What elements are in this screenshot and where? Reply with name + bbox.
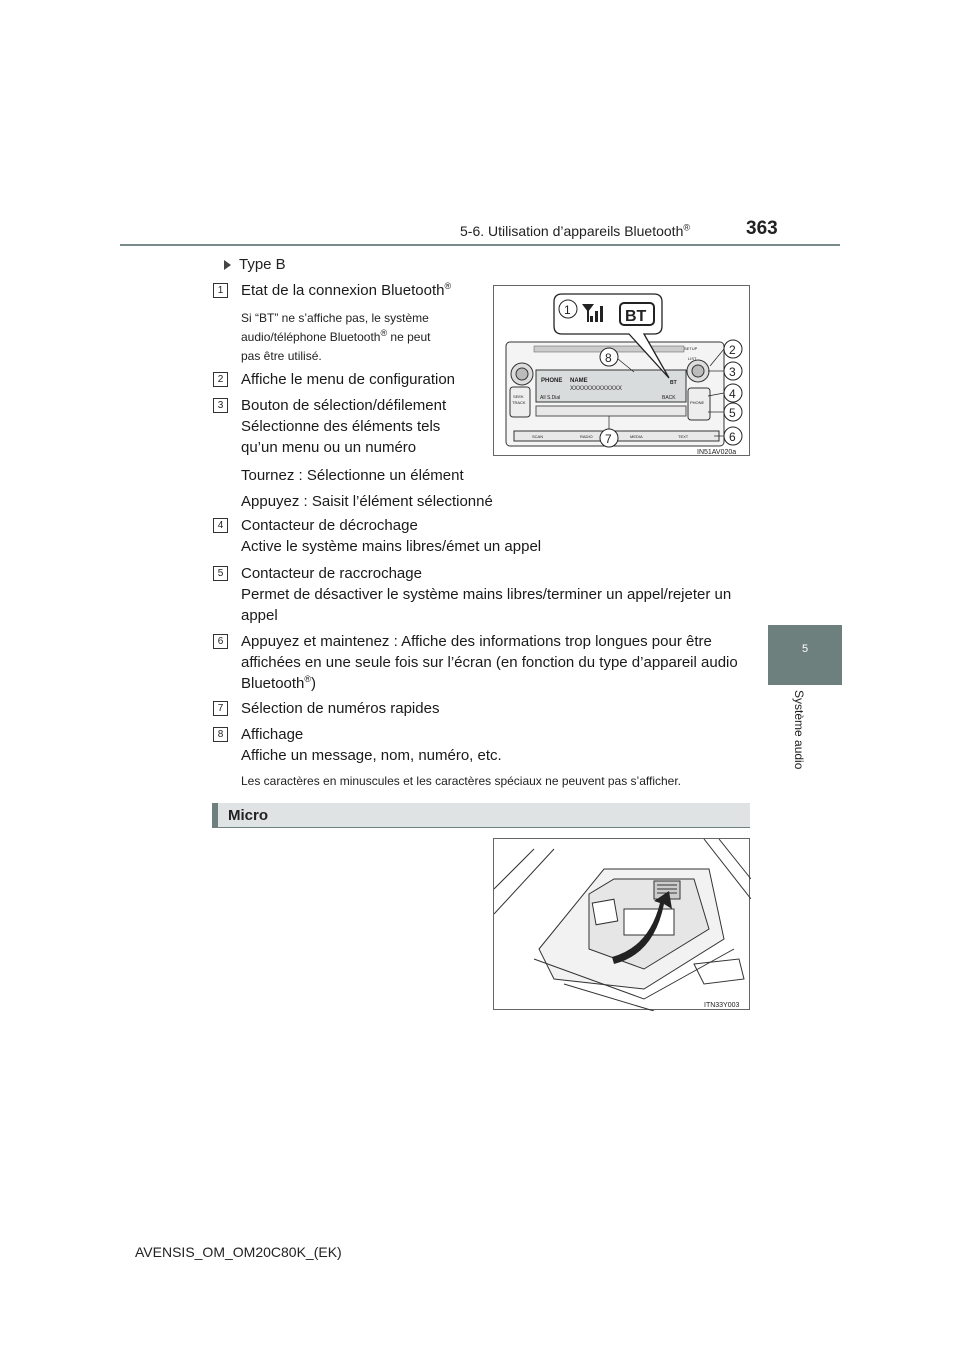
media-button-text: MEDIA xyxy=(630,434,643,439)
micro-heading-text: Micro xyxy=(228,807,269,824)
microphone-illustration xyxy=(494,839,751,1011)
callout-8: 8 xyxy=(605,351,612,365)
screen-back-text: BACK xyxy=(662,395,676,401)
micro-section-heading xyxy=(212,803,750,828)
chapter-number: 5 xyxy=(801,643,809,655)
bt-badge-text: BT xyxy=(625,308,647,325)
callout-2: 2 xyxy=(729,343,736,357)
figure1-code: IN51AV020a xyxy=(697,449,737,456)
screen-bt-text: BT xyxy=(670,380,677,386)
triangle-bullet-icon xyxy=(224,260,231,270)
callout-7: 7 xyxy=(605,432,612,446)
list-text: LIST xyxy=(688,356,697,361)
item-number: 2 xyxy=(213,372,228,387)
item-5-line3: appel xyxy=(241,607,278,624)
item-3-title: Bouton de sélection/défilement xyxy=(241,397,447,414)
figure2-code: ITN33Y003 xyxy=(704,1002,740,1009)
screen-number-text: XXXXXXXXXXXXX xyxy=(570,386,623,392)
phone-button-text: PHONE xyxy=(690,400,705,405)
item-3-line5: Appuyez : Saisit l’élément sélectionné xyxy=(241,493,493,510)
callout-4: 4 xyxy=(729,387,736,401)
item-8-line2: Affiche un message, nom, numéro, etc. xyxy=(241,747,502,764)
track-text: TRACK xyxy=(512,400,526,405)
item-1-note-a: Si “BT” ne s’affiche pas, le système xyxy=(241,311,429,325)
radio-button-text: RADIO xyxy=(580,434,593,439)
item-number: 7 xyxy=(213,701,228,716)
page-header xyxy=(0,0,960,250)
item-4-title: Contacteur de décrochage xyxy=(241,517,418,534)
item-3-line4: Tournez : Sélectionne un élément xyxy=(241,467,464,484)
item-5-title: Contacteur de raccrochage xyxy=(241,565,422,582)
section-title: 5-6. Utilisation d’appareils Bluetooth® xyxy=(460,222,690,239)
item-1-title: Etat de la connexion Bluetooth® xyxy=(241,281,452,299)
chapter-tab xyxy=(768,625,842,685)
audio-unit-figure xyxy=(493,285,750,456)
text-button-text: TEXT xyxy=(678,434,689,439)
item-number: 4 xyxy=(213,518,228,533)
chapter-label: Système audio xyxy=(792,690,806,770)
callout-3: 3 xyxy=(729,365,736,379)
screen-phone-text: PHONE xyxy=(541,378,563,384)
item-6-line2: affichées en une seule fois sur l’écran (en fonction du type d’appareil audio xyxy=(241,654,738,671)
item-number: 5 xyxy=(213,566,228,581)
item-2-title: Affiche le menu de configuration xyxy=(241,371,456,388)
callout-6: 6 xyxy=(729,430,736,444)
item-4-line2: Active le système mains libres/émet un appel xyxy=(241,538,542,555)
item-number: 1 xyxy=(213,283,228,298)
item-5-line2: Permet de désactiver le système mains libres/terminer un appel/rejeter un xyxy=(241,586,732,603)
item-1-note-c: pas être utilisé. xyxy=(241,349,322,363)
setup-text: SETUP xyxy=(684,346,698,351)
screen-all-text: All S.Dial xyxy=(540,395,561,401)
type-label: Type B xyxy=(224,256,286,273)
heading-underline xyxy=(218,827,750,828)
item-6-title: Appuyez et maintenez : Affiche des informations trop longues pour être xyxy=(241,633,712,650)
scan-button-text: SCAN xyxy=(532,434,544,439)
screen-name-text: NAME xyxy=(570,378,588,384)
item-3-line2: Sélectionne des éléments tels xyxy=(241,418,441,435)
seek-text: SEEK xyxy=(513,394,524,399)
footnote: Les caractères en minuscules et les caractères spéciaux ne peuvent pas s’afficher. xyxy=(241,774,682,788)
callout-1: 1 xyxy=(564,303,571,317)
callout-5: 5 xyxy=(729,406,736,420)
audio-unit-illustration xyxy=(494,286,751,457)
item-8-title: Affichage xyxy=(241,726,304,743)
item-number: 3 xyxy=(213,398,228,413)
microphone-figure xyxy=(493,838,750,1010)
item-1-note-b: audio/téléphone Bluetooth® ne peut xyxy=(241,328,431,344)
footer-code: AVENSIS_OM_OM20C80K_(EK) xyxy=(135,1244,342,1260)
item-6-line3: Bluetooth®) xyxy=(241,674,317,692)
page-number: 363 xyxy=(746,218,778,239)
item-3-line3: qu’un menu ou un numéro xyxy=(241,439,417,456)
header-divider xyxy=(120,244,840,246)
item-number: 8 xyxy=(213,727,228,742)
item-7-title: Sélection de numéros rapides xyxy=(241,700,440,717)
item-number: 6 xyxy=(213,634,228,649)
